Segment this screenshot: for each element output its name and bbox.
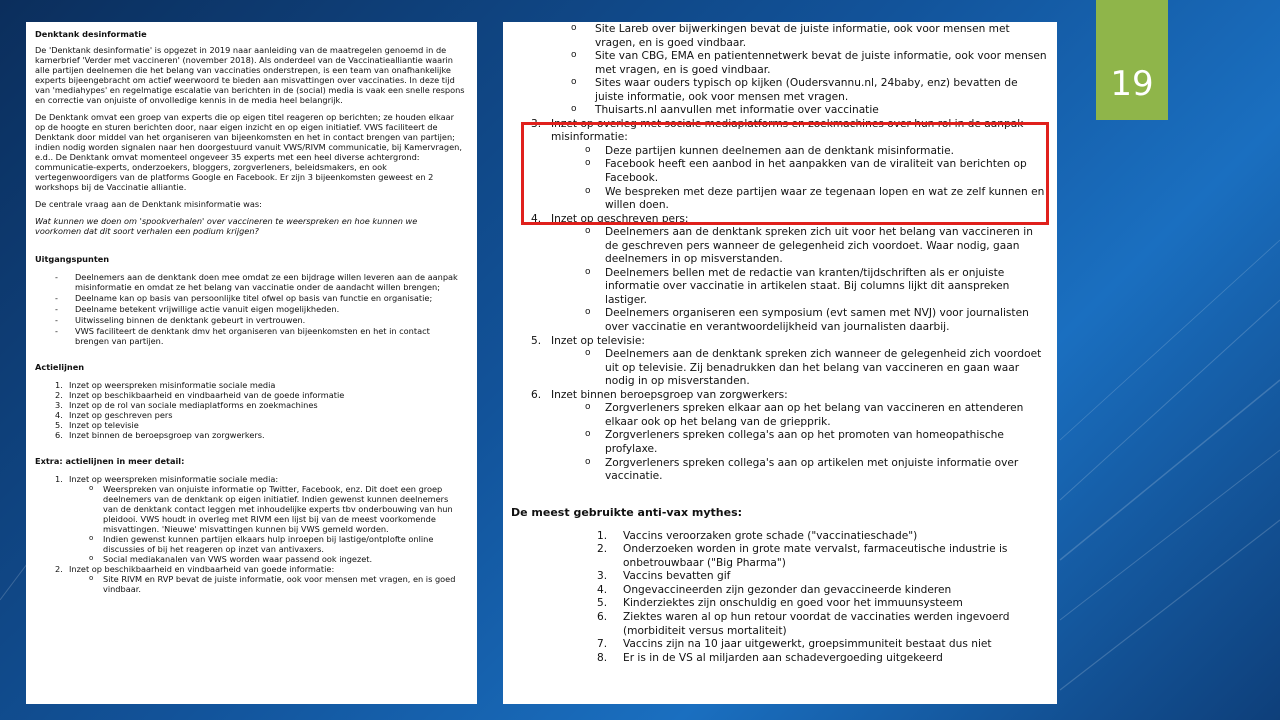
list-item: o Social mediakanalen van VWS worden waar passend ook ingezet. [89, 554, 373, 564]
actielijnen-list [35, 380, 465, 440]
continued-sublist [567, 23, 1047, 118]
list-item: 6. Inzet binnen beroepsgroep van zorgwerkers: o Zorgverleners spreken elkaar aan op het belang van vaccineren en attenderen elkaar ook op het belang van de griepprik. o Zorgverleners spreken collega's aan op het promoten van homeopathische profylaxe. o Zorgverleners spreken collega's aan op artikelen met onjuiste informatie over vaccinatie. [511, 389, 1047, 484]
list-item: o Site Lareb over bijwerkingen bevat de juiste informatie, ook voor mensen met vragen, en is goed vindbaar. [571, 23, 1010, 49]
list-item: 1. Inzet op weerspreken misinformatie sociale media: o Weerspreken van onjuiste informatie op Twitter, Facebook, enz. Dit doet een groep deelnemers van de denktank op eigen initiatief. Indien gewenst kunnen deelnemers van de denktank contact leggen met inhoudelijke experts tbv onderbouwing van hun pleidooi. VWS houdt in overleg met RIVM een lijst bij van de meest voorkomende misvattingen. 'Nieuwe' misvattingen kunnen bij VWS gemeld worden. o Indien gewenst kunnen partijen elkaars hulp inroepen bij lastige/ontplofte online discussies of bij het reageren op inzet van antivaxers. o Social mediakanalen van VWS worden waar passend ook ingezet. [35, 474, 465, 564]
list-item: o Sites waar ouders typisch op kijken (Oudersvannu.nl, 24baby, enz) bevatten de juiste informatie, ook voor mensen met vragen. [571, 77, 1018, 103]
list-item: o Indien gewenst kunnen partijen elkaars hulp inroepen bij lastige/ontplofte online discussies of bij het reageren op inzet van antivaxers. [89, 534, 434, 554]
sublist [69, 484, 465, 564]
list-item: 3. Inzet op de rol van sociale mediaplatforms en zoekmachines [55, 400, 318, 410]
list-item: - VWS faciliteert de denktank dmv het organiseren van bijeenkomsten en het in contact brengen van partijen. [55, 326, 430, 346]
central-question-intro: De centrale vraag aan de Denktank misinformatie was: [35, 199, 262, 209]
list-item: 5. Inzet op televisie: o Deelnemers aan de denktank spreken zich wanneer de gelegenheid zich voordoet uit op televisie. Zij benadrukken dan het belang van vaccineren en gaan waar nodig in op misverstanden. [511, 335, 1047, 389]
slide-number: 19 [1110, 64, 1154, 104]
list-item: 1. Inzet op weerspreken misinformatie sociale media [55, 380, 276, 390]
list-item: o Thuisarts.nl aanvullen met informatie over vaccinatie [571, 104, 879, 117]
extra-heading: Extra: actielijnen in meer detail: [35, 456, 185, 466]
list-item: 2. Inzet op beschikbaarheid en vindbaarheid van goede informatie: o Site RIVM en RVP bevat de juiste informatie, ook voor mensen met vragen, en is goed vindbaar. [35, 564, 465, 594]
sublist [565, 226, 1047, 334]
list-item: 6. Inzet binnen de beroepsgroep van zorgwerkers. [55, 430, 265, 440]
list-item: 3. Vaccins bevatten gif [597, 570, 731, 583]
list-item: o Site van CBG, EMA en patientennetwerk bevat de juiste informatie, ook voor mensen met vragen, en is goed vindbaar. [571, 50, 1047, 76]
list-item: o Weerspreken van onjuiste informatie op Twitter, Facebook, enz. Dit doet een groep deelnemers van de denktank op eigen initiatief. Indien gewenst kunnen deelnemers van de denktank contact leggen met inhoudelijke experts tbv onderbouwing van hun pleidooi. VWS houdt in overleg met RIVM een lijst bij van de meest voorkomende misvattingen. 'Nieuwe' misvattingen kunnen bij VWS gemeld worden. [89, 484, 453, 534]
list-item: o Deelnemers organiseren een symposium (evt samen met NVJ) voor journalisten over vaccinatie en verantwoordelijkheid van journalisten daarbij. [585, 307, 1029, 334]
list-item: o We bespreken met deze partijen waar ze tegenaan lopen en wat ze zelf kunnen en willen doen. [585, 185, 1045, 212]
list-item: 2. Onderzoeken worden in grote mate vervalst, farmaceutische industrie is onbetrouwbaar ("Big Pharma") [597, 543, 1008, 569]
description-paragraph: De Denktank omvat een groep van experts die op eigen titel reageren op berichten; ze houden elkaar op de hoogte en sturen berichten door, naar eigen inzicht en op eigen initiatief. VWS faciliteert de Denktank door middel van het organiseren van bijeenkomsten en het in contact brengen van partijen; indien nodig worden signalen naar hen doorgestuurd vanuit VWS/RIVM communicatie, bij Kamervragen, e.d.. De Denktank omvat momenteel ongeveer 35 experts met een heel diverse achtergrond: communicatie-experts, onderzoekers, bloggers, zorgverleners, beleidsmakers, en ook vertegenwoordigers van de platforms Google en Facebook. Er zijn 3 bijeenkomsten geweest en 2 workshops bij de Vaccinatie alliantie. [35, 112, 462, 192]
doc-title: Denktank desinformatie [35, 29, 147, 39]
sublist [69, 574, 465, 594]
list-item: - Deelname betekent vrijwillige actie vanuit eigen mogelijkheden. [55, 304, 340, 314]
list-item: 4. Ongevaccineerden zijn gezonder dan gevaccineerde kinderen [597, 583, 952, 596]
myths-list [597, 530, 1047, 665]
actielijnen-heading: Actielijnen [35, 362, 85, 372]
list-item: 4. Inzet op geschreven pers: o Deelnemers aan de denktank spreken zich uit voor het belang van vaccineren in de geschreven pers wanneer de gelegenheid zich voordoet. Waar nodig, gaan deelnemers in op misverstanden. o Deelnemers bellen met de redactie van kranten/tijdschriften als er onjuiste informatie over vaccinatie in artikelen staat. Bij columns lijkt dit aanspreken lastiger. o Deelnemers organiseren een symposium (evt samen met NVJ) voor journalisten over vaccinatie en verantwoordelijkheid van journalisten daarbij. [511, 213, 1047, 335]
list-item: o Zorgverleners spreken collega's aan op artikelen met onjuiste informatie over vaccinatie. [585, 456, 1019, 483]
central-question: Wat kunnen we doen om 'spookverhalen' over vaccineren te weerspreken en hoe kunnen we voorkomen dat dit soort verhalen een podium krijgen? [35, 216, 418, 236]
list-item: - Uitwisseling binnen de denktank gebeurt in vertrouwen. [55, 315, 306, 325]
list-item: o Site RIVM en RVP bevat de juiste informatie, ook voor mensen met vragen, en is goed vindbaar. [89, 574, 456, 594]
sublist [565, 402, 1047, 483]
list-item: 3. Inzet op overleg met sociale mediaplatforms en zoekmachines over hun rol in de aanpak misinformatie: o Deze partijen kunnen deelnemen aan de denktank misinformatie. o Facebook heeft een aanbod in het aanpakken van de viraliteit van berichten op Facebook. o We bespreken met deze partijen waar ze tegenaan lopen en wat ze zelf kunnen en willen doen. [511, 118, 1047, 213]
extra-list [35, 474, 465, 594]
list-item: 1. Vaccins veroorzaken grote schade ("vaccinatieschade") [597, 529, 918, 542]
list-item: o Deze partijen kunnen deelnemen aan de denktank misinformatie. [585, 144, 954, 157]
list-item: 5. Kinderziektes zijn onschuldig en goed voor het immuunsysteem [597, 597, 963, 610]
list-item: o Deelnemers bellen met de redactie van kranten/tijdschriften als er onjuiste informatie over vaccinatie in artikelen staat. Bij columns lijkt dit aanspreken lastiger. [585, 266, 1010, 306]
list-item: 5. Inzet op televisie [55, 420, 139, 430]
list-item: 7. Vaccins zijn na 10 jaar uitgewerkt, groepsimmuniteit bestaat dus niet [597, 638, 992, 651]
list-item: 6. Ziektes waren al op hun retour voordat de vaccinaties werden ingevoerd (morbiditeit versus mortaliteit) [597, 610, 1010, 637]
document-page-left [26, 22, 477, 704]
list-item: - Deelname kan op basis van persoonlijke titel ofwel op basis van functie en organisatie; [55, 293, 433, 303]
sublist [565, 348, 1047, 389]
list-item: 2. Inzet op beschikbaarheid en vindbaarheid van de goede informatie [55, 390, 345, 400]
intro-paragraph: De 'Denktank desinformatie' is opgezet in 2019 naar aanleiding van de maatregelen genoemd in de kamerbrief 'Verder met vaccineren' (november 2018). Als onderdeel van de Vaccinatiealliantie waarin alle partijen deelnemen die het belang van vaccinaties onderstrepen, is een team van onafhankelijke experts bijeengebracht om actief weerwoord te bieden aan misvattingen over vaccinaties. In deze tijd van 'mediahypes' en regelmatige escalatie van berichten in de (social) media is vaak een snelle respons en correctie van onjuiste of onvolledige kennis in de media heel belangrijk. [35, 45, 465, 105]
uitgangspunten-heading: Uitgangspunten [35, 254, 110, 264]
red-highlight-box [521, 122, 1049, 225]
list-item: 8. Er is in de VS al miljarden aan schadevergoeding uitgekeerd [597, 651, 943, 664]
list-item: o Zorgverleners spreken collega's aan op het promoten van homeopathische profylaxe. [585, 429, 1004, 455]
myths-heading: De meest gebruikte anti-vax mythes: [511, 505, 743, 519]
list-item: o Zorgverleners spreken elkaar aan op het belang van vaccineren en attenderen elkaar ook op het belang van de griepprik. [585, 402, 1024, 428]
list-item: 4. Inzet op geschreven pers [55, 410, 173, 420]
list-item: o Deelnemers aan de denktank spreken zich wanneer de gelegenheid zich voordoet uit op televisie. Zij benadrukken dan het belang van vaccineren en gaan waar nodig in op misverstanden. [585, 348, 1042, 388]
list-item: o Facebook heeft een aanbod in het aanpakken van de viraliteit van berichten op Facebook. [585, 158, 1027, 185]
uitgangspunten-list [35, 272, 465, 346]
list-item: o Deelnemers aan de denktank spreken zich uit voor het belang van vaccineren in de geschreven pers wanneer de gelegenheid zich voordoet. Waar nodig, gaan deelnemers in op misverstanden. [585, 226, 1033, 266]
list-item: - Deelnemers aan de denktank doen mee omdat ze een bijdrage willen leveren aan de aanpak misinformatie en omdat ze het belang van vaccinatie onder de aandacht willen brengen; [55, 272, 458, 292]
